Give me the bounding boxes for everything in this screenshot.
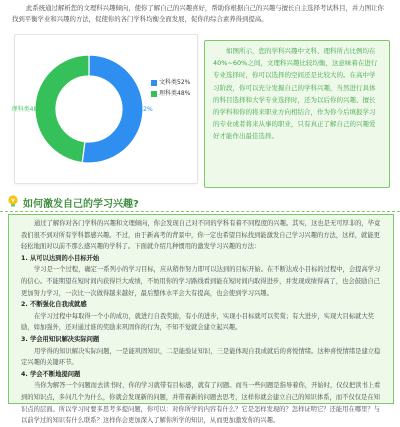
method-heading-2: 2. 不断强化自我成就感 <box>21 301 87 309</box>
pie-slice-1 <box>35 55 89 163</box>
legend-label-like: 理科类48% <box>159 90 191 97</box>
legend-swatch-wenke <box>151 80 157 86</box>
interest-pie-chart-card <box>11 34 198 184</box>
lightbulb-icon <box>6 194 20 208</box>
methods-box <box>8 214 394 425</box>
pie-data-label-1: 文科类52% <box>121 106 153 113</box>
chart-legend <box>151 77 190 99</box>
section-header <box>0 192 400 212</box>
legend-item-like <box>151 88 190 99</box>
legend-label-wenke: 文科类52% <box>159 79 191 86</box>
intro-paragraph: 此系统通过解析您的文理科兴趣倾向，使你了解自己的兴趣喜好，帮助你根据自己的兴趣与擅长自主选择考试科目，并力图让你找到平衡学业和兴趣的方法，促使你的各门学科均衡全面发展，促你的综合素养得到提高。 <box>12 4 384 23</box>
pie-chart <box>11 35 197 183</box>
method-text-3: 用学得的知识解决实际问题，一是能巩固知识，二是能验证知识，三是能体现自我成就后的喜悦情绪。这种喜悦情绪是建立稳定兴趣的关键环节。 <box>21 347 381 367</box>
method-heading-3: 3. 学会用知识解决实际问题 <box>21 335 100 343</box>
legend-item-wenke <box>151 77 190 88</box>
method-text-2: 在学习过程中每取得一个小的成功，就进行自我奖励，有小的进步，实现小目标就可以奖赏；有大进步，实现大目标就大奖励，如加强外，还对通过谁的奖励来巩固你的行为，不知不觉就会建立起兴趣。 <box>21 312 375 332</box>
method-text-1: 学习是一个过程，确定一系列小的学习目标，应从稍作努力即可以达到的目标开始。在不断达成小目标的过程中，会提高学习的信心。不能期望在短时间内获得巨大成绩，不妨用你的学习路线看到能在短时间内取得进步，并发现成绩得高了，也会鼓励自己更加努力学习，一次比一次做得越来越好，最后整体水平会大有提高，也会使到学习兴趣。 <box>21 266 381 297</box>
method-heading-1: 1. 从可以达到的小目标开始 <box>21 254 100 262</box>
legend-swatch-like <box>151 91 157 97</box>
method-heading-4: 4. 学会不断地提问题 <box>21 370 81 378</box>
method-text-4: 当你为解答一个问题而去读书时，你的学习就带有目标感，就有了问题。而当一些问题是指导着你，开始时，仅仅把读书上看到的知识点，多问几个为什么，你就会发现新的问题，并带着新的问题去思考，这样你就会建立自己的知识体系，而不仅仅是在知识点的层面。所以学习时要多思考多提问题，你可以：对你所学的内容有什么？它是怎样发现的？怎样证明它？还能用在哪里？与以前学过的知识有什么联系？这样你会更加深入了解你所学的知识，从而更加激发你的兴趣。 <box>21 382 381 425</box>
analysis-paragraph: 如图所示，您的学科兴趣中文科、理科所占比例均在40%~60%之间，文理科兴趣比较均衡，这意味着在进行专业选择时，你可以选择的空间还是比较大的。在高中学习阶段，你可以充分发掘自己的学科兴趣，当然进行具体的科目选择和大学专业选择时，还为以后你的兴趣、擅长的学科和你的将来职业方向相结合，作为你今后填报学习的专业或者将来从事的职业，只有真正了解自己的兴趣爱好才能作出最佳选择。 <box>213 47 378 141</box>
pie-data-label-0: 理科类48% <box>11 106 43 113</box>
section-title: 如何激发自己的学习兴趣? <box>23 199 139 210</box>
analysis-box <box>204 40 390 188</box>
methods-intro: 通过了解你对各门学科的兴趣和文理倾向，你会发现自己对不同的学科有着不同程度的兴趣。其实，这也是无可厚非的，毕竟我们很不到对所有学科都感兴趣。不过，由于新高考的背景中，你一定也希望目标找到能激发自己学习兴趣的方法，这样，就能更轻松地面对以前不那么感兴趣的学科了。下面就介绍几种惯用的激发学习兴趣的方法： <box>21 220 381 251</box>
